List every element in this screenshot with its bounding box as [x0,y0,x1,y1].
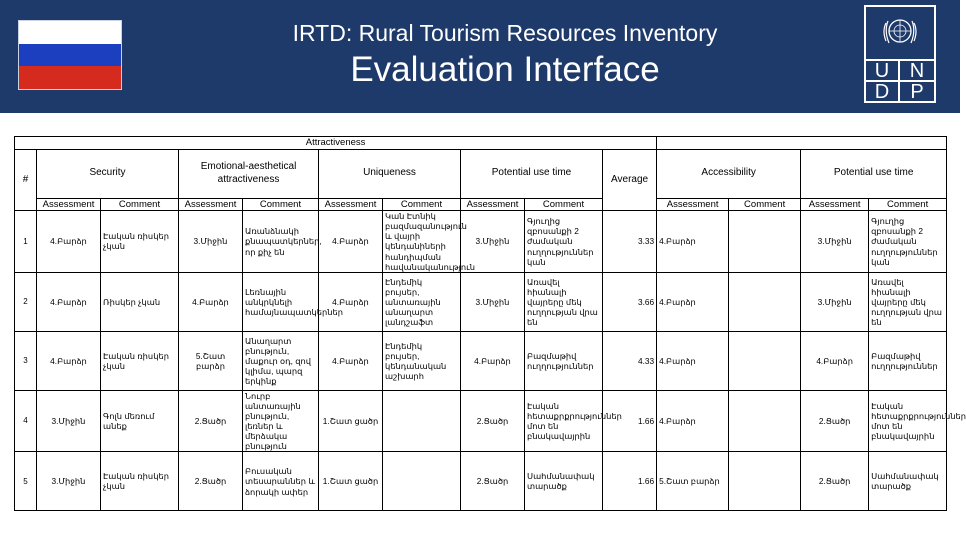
logo-letter-d: D [866,80,900,101]
comment-subheader: Comment [101,198,179,211]
russia-flag [18,20,122,90]
potential-assessment: 2.Ցածր [461,452,525,511]
table-row [15,272,947,331]
accessibility-header: Accessibility [657,149,801,198]
assessment-subheader: Assessment [319,198,383,211]
accessibility-comment [729,331,801,390]
uniqueness-assessment: 4.Բարձր [319,331,383,390]
row-number: 2 [15,272,37,331]
potential-use-header: Potential use time [461,149,603,198]
emotional-comment: Նուրբ անտառային բնություն, լեռներ և մերձակա բնություն [243,390,319,452]
potential-assessment: 3.Միջին [461,272,525,331]
emotional-assessment: 4.Բարձր [179,272,243,331]
logo-letter-u: U [866,59,900,80]
potential2-comment: Բազմաթիվ ուղղություններ [869,331,947,390]
security-header: Security [37,149,179,198]
table-row [15,331,947,390]
potential-comment: Էական հետաքրքրություններ մոտ են բնակավայրին [525,390,603,452]
assessment-subheader: Assessment [657,198,729,211]
security-comment: Ռիսկեր չկան [101,272,179,331]
emotional-assessment: 5.Շատ բարձր [179,331,243,390]
accessibility-assessment: 4.Բարձր [657,211,729,273]
accessibility-assessment: 4.Բարձր [657,390,729,452]
potential2-comment: Սահմանափակ տարածք [869,452,947,511]
uniqueness-comment: Էնդեմիկ բույսեր, կենդանական աշխարհ [383,331,461,390]
potential2-comment: Էական հետաքրքրություններ մոտ են բնակավայրին [869,390,947,452]
potential-comment: Բազմաթիվ ուղղություններ [525,331,603,390]
potential2-assessment: 3.Միջին [801,272,869,331]
uniqueness-comment: Կան Էտնիկ բազմազանություն և վայրի կենդանիների հանդիպման հավանականություն [383,211,461,273]
header-banner [0,0,960,113]
row-number: 4 [15,390,37,452]
emotional-assessment: 2.Ցածր [179,452,243,511]
comment-subheader: Comment [729,198,801,211]
assessment-subheader: Assessment [461,198,525,211]
average-value: 4.33 [603,331,657,390]
uniqueness-assessment: 1.Շատ ցածր [319,452,383,511]
uniqueness-comment [383,452,461,511]
emotional-header: Emotional-aesthetical attractiveness [179,149,319,198]
number-column-header: # [15,149,37,211]
table-row [15,211,947,273]
potential-assessment: 4.Բարձր [461,331,525,390]
logo-letter-p: P [900,80,934,101]
security-comment: Էական ռիսկեր չկան [101,452,179,511]
potential-comment: Սահմանափակ տարածք [525,452,603,511]
uniqueness-comment: Էնդեմիկ բույսեր, անտառային անաղարտ լանդշաֆտ [383,272,461,331]
potential2-comment: Գյուղից զբոսանքի 2 ժամական ուղղություններ կան [869,211,947,273]
accessibility-comment [729,390,801,452]
emotional-comment: Բուսական տեսարաններ և ձորակի ափեր [243,452,319,511]
assessment-subheader: Assessment [179,198,243,211]
potential2-assessment: 4.Բարձր [801,331,869,390]
average-value: 3.33 [603,211,657,273]
table-row [15,452,947,511]
flag-band-red [19,66,121,89]
potential2-comment: Առավել հիանալի վայրերը մեկ ուղղության վրա են [869,272,947,331]
potential2-assessment: 2.Ցածր [801,452,869,511]
row-number: 1 [15,211,37,273]
flag-band-white [19,21,121,44]
security-comment: Գոլն մեռում անեք [101,390,179,452]
emotional-comment: Անաղարտ բնություն, մաքուր օդ, զով կլիմա, պարզ երկինք [243,331,319,390]
accessibility-comment [729,272,801,331]
comment-subheader: Comment [525,198,603,211]
emotional-assessment: 2.Ցածր [179,390,243,452]
potential2-assessment: 2.Ցածր [801,390,869,452]
security-assessment: 4.Բարձր [37,211,101,273]
attractiveness-header: Attractiveness [15,137,657,150]
potential-assessment: 3.Միջին [461,211,525,273]
page-title: IRTD: Rural Tourism Resources Inventory [292,20,718,46]
blank-header [657,137,947,150]
undp-letters [866,59,934,101]
logo-letter-n: N [900,59,934,80]
security-assessment: 4.Բարձր [37,272,101,331]
uniqueness-comment [383,390,461,452]
security-comment: Էական ռիսկեր չկան [101,331,179,390]
accessibility-assessment: 4.Բարձր [657,331,729,390]
security-comment: Էական ռիսկեր չկան [101,211,179,273]
average-value: 3.66 [603,272,657,331]
assessment-subheader: Assessment [37,198,101,211]
potential-comment: Առավել հիանալի վայրերը մեկ ուղղության վրա են [525,272,603,331]
accessibility-assessment: 4.Բարձր [657,272,729,331]
potential2-assessment: 3.Միջին [801,211,869,273]
average-value: 1.66 [603,390,657,452]
evaluation-table [14,136,966,511]
average-value: 1.66 [603,452,657,511]
comment-subheader: Comment [869,198,947,211]
assessment-subheader: Assessment [801,198,869,211]
uniqueness-assessment: 4.Բարձր [319,211,383,273]
security-assessment: 4.Բարձր [37,331,101,390]
comment-subheader: Comment [383,198,461,211]
row-number: 3 [15,331,37,390]
accessibility-assessment: 5.Շատ բարձր [657,452,729,511]
comment-subheader: Comment [243,198,319,211]
accessibility-comment [729,452,801,511]
security-assessment: 3.Միջին [37,390,101,452]
accessibility-comment [729,211,801,273]
potential-use-2-header: Potential use time [801,149,947,198]
row-number: 5 [15,452,37,511]
security-assessment: 3.Միջին [37,452,101,511]
uniqueness-header: Uniqueness [319,149,461,198]
table-row [15,390,947,452]
page-subtitle: Evaluation Interface [350,50,660,89]
undp-logo [864,5,936,103]
emotional-assessment: 3.Միջին [179,211,243,273]
flag-band-blue [19,44,121,67]
uniqueness-assessment: 4.Բարձր [319,272,383,331]
average-header: Average [603,149,657,211]
potential-assessment: 2.Ցածր [461,390,525,452]
potential-comment: Գյուղից զբոսանքի 2 ժամական ուղղություններ կան [525,211,603,273]
uniqueness-assessment: 1.Շատ ցածր [319,390,383,452]
emotional-comment: Առանձնակի քնապատկերներ, որ քիչ են [243,211,319,273]
emotional-comment: Լեռնային անկրկնելի համայնապատկերներ [243,272,319,331]
un-emblem-icon [880,13,920,49]
